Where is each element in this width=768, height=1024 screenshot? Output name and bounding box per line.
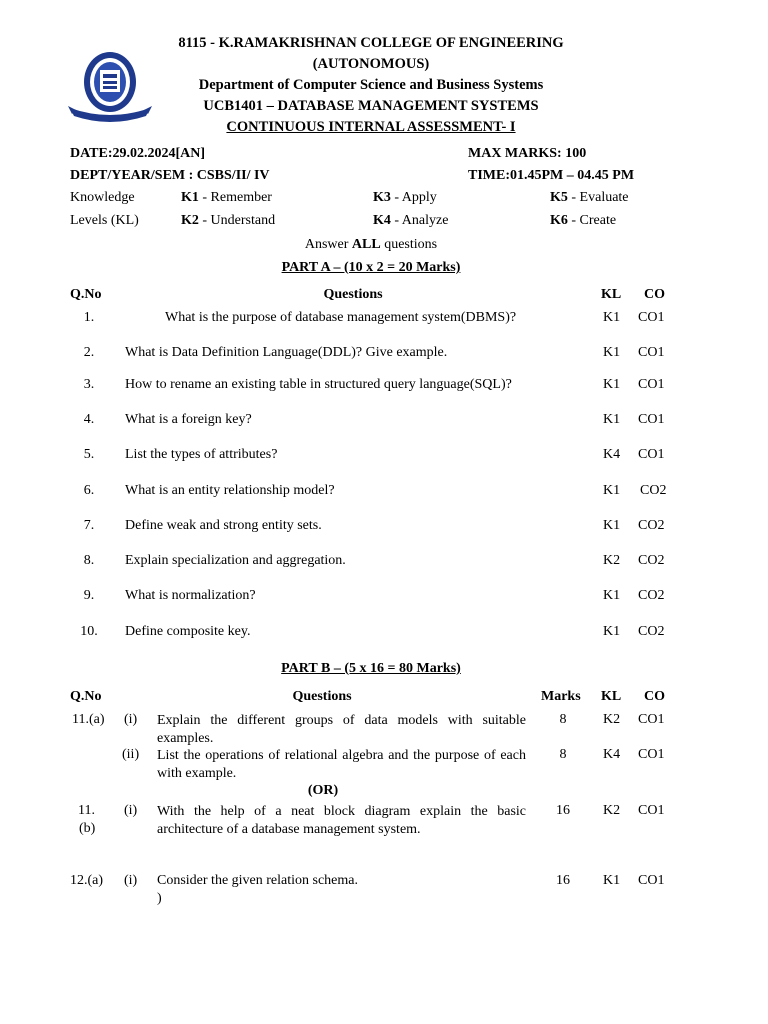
autonomous-label: (AUTONOMOUS)	[312, 56, 430, 72]
q11a-i-question: Explain the different groups of data models with suitable examples.	[157, 713, 526, 746]
question-kl: K1	[603, 588, 621, 603]
exam-date: DATE:29.02.2024[AN]	[70, 146, 206, 161]
question-kl: K1	[603, 483, 621, 498]
q11a-number: 11.(a)	[72, 712, 105, 727]
max-marks: MAX MARKS: 100	[468, 146, 587, 161]
part-a-header-co: CO	[644, 287, 665, 302]
q12a-i-sub: (i)	[124, 873, 138, 888]
question-kl: K1	[603, 624, 621, 639]
department-name: Department of Computer Science and Business Systems	[198, 77, 544, 93]
q11a-ii-co: CO1	[638, 747, 665, 762]
question-number: 4.	[83, 412, 95, 427]
exam-title: CONTINUOUS INTERNAL ASSESSMENT- I	[226, 119, 516, 135]
kl-k5: K5 - Evaluate	[550, 190, 629, 205]
part-b-header-questions: Questions	[292, 689, 352, 704]
q11b-i-question: With the help of a neat block diagram explain the basic architecture of a database management system.	[157, 804, 526, 837]
question-number: 7.	[83, 518, 95, 533]
question-co: CO1	[638, 412, 665, 427]
question-text: What is Data Definition Language(DDL)? Give example.	[125, 345, 448, 360]
q12a-i-question: Consider the given relation schema.	[157, 873, 358, 888]
kl-label-line1: Knowledge	[70, 190, 135, 205]
q11b-i-co: CO1	[638, 803, 665, 818]
kl-k4: K4 - Analyze	[373, 213, 449, 228]
q11b-number-line1: 11.	[78, 803, 95, 818]
college-logo	[66, 50, 154, 126]
question-kl: K1	[603, 412, 621, 427]
q12a-i-marks: 16	[556, 873, 570, 888]
q11a-ii-sub: (ii)	[122, 747, 140, 762]
question-text: Explain specialization and aggregation.	[125, 553, 346, 568]
question-text: What is normalization?	[125, 588, 256, 603]
q11b-i-kl: K2	[603, 803, 621, 818]
question-number: 5.	[83, 447, 95, 462]
question-text: Define composite key.	[125, 624, 251, 639]
question-number: 1.	[83, 310, 95, 325]
exam-time: TIME:01.45PM – 04.45 PM	[468, 168, 635, 183]
q11b-number-line2: (b)	[79, 821, 96, 836]
q11a-i-kl: K2	[603, 712, 621, 727]
question-number: 9.	[83, 588, 95, 603]
question-number: 8.	[83, 553, 95, 568]
question-text: What is the purpose of database management system(DBMS)?	[165, 310, 517, 325]
part-b-header-marks: Marks	[541, 689, 581, 704]
part-a-title: PART A – (10 x 2 = 20 Marks)	[281, 260, 461, 275]
q12a-i-co: CO1	[638, 873, 665, 888]
dept-year-sem: DEPT/YEAR/SEM : CSBS/II/ IV	[70, 168, 270, 183]
question-kl: K4	[603, 447, 621, 462]
question-text: What is an entity relationship model?	[125, 483, 335, 498]
question-text: What is a foreign key?	[125, 412, 252, 427]
question-co: CO1	[638, 377, 665, 392]
part-b-header-kl: KL	[601, 689, 622, 704]
course-title: UCB1401 – DATABASE MANAGEMENT SYSTEMS	[203, 98, 539, 114]
question-co: CO2	[638, 518, 665, 533]
question-kl: K1	[603, 345, 621, 360]
kl-k3: K3 - Apply	[373, 190, 437, 205]
q12a-i-kl: K1	[603, 873, 621, 888]
q11a-i-sub: (i)	[124, 712, 138, 727]
q11b-i-sub: (i)	[124, 803, 138, 818]
q11a-ii-marks: 8	[559, 747, 567, 762]
question-kl: K1	[603, 518, 621, 533]
question-kl: K1	[603, 310, 621, 325]
q11a-ii-kl: K4	[603, 747, 621, 762]
instructions: Answer ALL questions	[304, 237, 438, 252]
q12a-number: 12.(a)	[70, 873, 104, 888]
question-text: List the types of attributes?	[125, 447, 278, 462]
kl-k1: K1 - Remember	[181, 190, 272, 205]
or-separator: (OR)	[307, 783, 339, 798]
q11a-i-marks: 8	[559, 712, 567, 727]
question-co: CO2	[638, 588, 665, 603]
kl-k2: K2 - Understand	[181, 213, 276, 228]
q11b-i-marks: 16	[556, 803, 570, 818]
question-co: CO2	[638, 553, 665, 568]
kl-label-line2: Levels (KL)	[70, 213, 139, 228]
part-b-header-co: CO	[644, 689, 665, 704]
q11a-i-co: CO1	[638, 712, 665, 727]
question-co: CO1	[638, 310, 665, 325]
question-number: 2.	[83, 345, 95, 360]
part-a-header-questions: Questions	[323, 287, 383, 302]
question-text: How to rename an existing table in structured query language(SQL)?	[125, 377, 512, 392]
question-co: CO1	[638, 345, 665, 360]
question-number: 6.	[83, 483, 95, 498]
question-co: CO1	[638, 447, 665, 462]
kl-k6: K6 - Create	[550, 213, 617, 228]
part-b-header-qno: Q.No	[70, 689, 102, 704]
q11a-ii-question: List the operations of relational algebra and the purpose of each with example.	[157, 748, 526, 781]
college-name: 8115 - K.RAMAKRISHNAN COLLEGE OF ENGINEERING	[178, 35, 564, 51]
part-b-title: PART B – (5 x 16 = 80 Marks)	[281, 661, 461, 676]
part-a-header-qno: Q.No	[70, 287, 102, 302]
part-a-header-kl: KL	[601, 287, 622, 302]
question-kl: K1	[603, 377, 621, 392]
question-kl: K2	[603, 553, 621, 568]
question-number: 3.	[83, 377, 95, 392]
question-number: 10.	[80, 624, 98, 639]
q12a-i-question-cont: )	[157, 891, 162, 906]
question-co: CO2	[638, 624, 665, 639]
question-text: Define weak and strong entity sets.	[125, 518, 322, 533]
question-co: CO2	[640, 483, 667, 498]
